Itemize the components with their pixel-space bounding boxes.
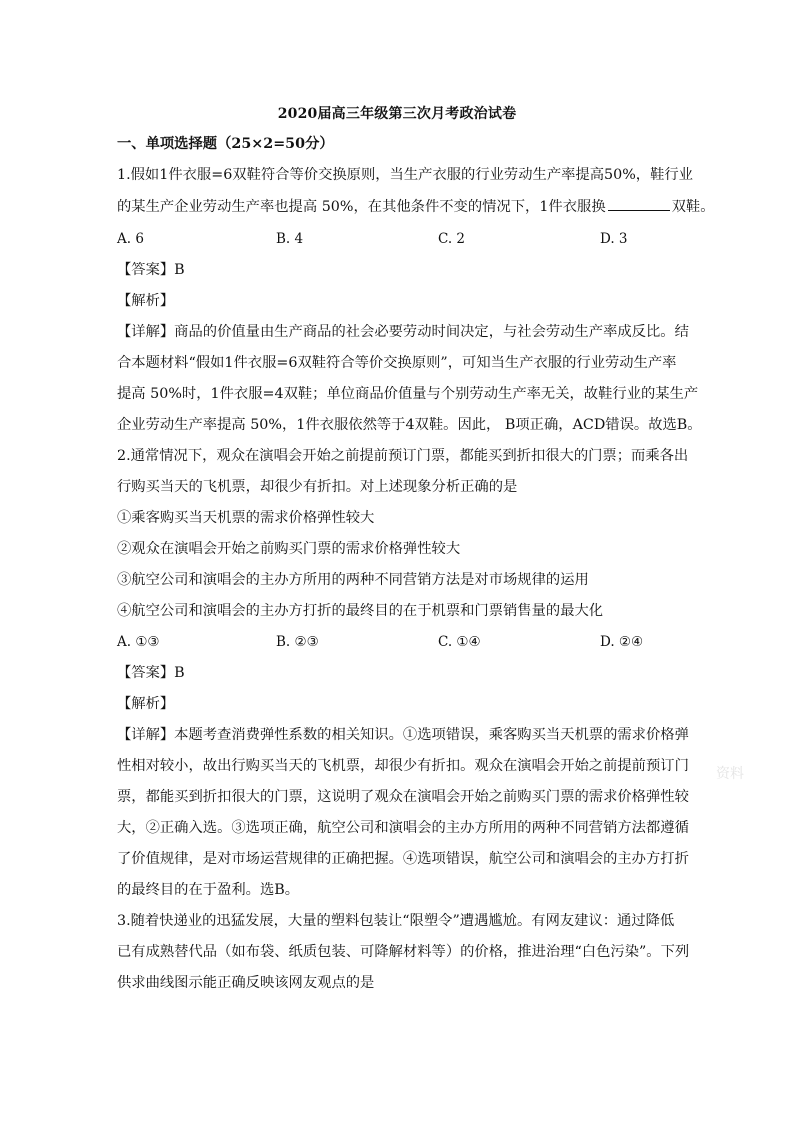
q1-stem-line-2 (117, 198, 715, 216)
q2-statement-4: ④航空公司和演唱会的主办方打折的最终目的在于机票和门票销售量的最大化 (117, 603, 604, 619)
q3-stem-line-2: 已有成熟替代品（如布袋、纸质包装、可降解材料等）的价格，推进治理“白色污染”。下列 (117, 944, 690, 960)
q1-detail-line-3: 提高 50%时，1件衣服=4双鞋；单位商品价值量与个别劳动生产率无关，故鞋行业的某生产 (117, 386, 699, 402)
q2-detail-line-1: 【详解】本题考查消费弹性系数的相关知识。①选项错误，乘客购买当天机票的需求价格弹 (117, 727, 689, 743)
q2-option-d: D. ②④ (600, 634, 644, 650)
q2-statement-1: ①乘客购买当天机票的需求价格弹性较大 (117, 510, 375, 526)
q2-statement-3: ③航空公司和演唱会的主办方所用的两种不同营销方法是对市场规律的运用 (117, 572, 589, 588)
q1-detail-line-2: 合本题材料“假如1件衣服=6双鞋符合等价交换原则”，可知当生产衣服的行业劳动生产率 (117, 355, 677, 371)
q2-option-a: A. ①③ (117, 634, 160, 650)
q2-option-b: B. ②③ (276, 634, 319, 650)
q1-stem-line-2-text: 的某生产企业劳动生产率也提高 50%，在其他条件不变的情况下，1件衣服换 (117, 199, 606, 215)
q2-stem-line-1: 2.通常情况下，观众在演唱会开始之前提前预订门票，都能买到折扣很大的门票；而乘各出 (117, 448, 689, 464)
q2-analysis-label: 【解析】 (117, 696, 175, 712)
q2-detail-line-5: 了价值规律，是对市场运营规律的正确把握。④选项错误，航空公司和演唱会的主办方打折 (117, 851, 689, 867)
q2-answer: 【答案】B (117, 665, 185, 681)
q3-stem-line-1: 3.随着快递业的迅猛发展，大量的塑料包装让“限塑令”遭遇尴尬。有网友建议：通过降低 (117, 913, 675, 929)
q1-answer: 【答案】B (117, 262, 185, 278)
q1-stem-line-2-end: 双鞋。 (671, 199, 715, 215)
q2-detail-line-3: 票，都能买到折扣很大的门票，这说明了观众在演唱会开始之前购买门票的需求价格弹性较 (117, 789, 689, 805)
q1-detail-line-1: 【详解】商品的价值量由生产商品的社会必要劳动时间决定，与社会劳动生产率成反比。结 (117, 324, 689, 340)
q1-option-b: B. 4 (276, 231, 304, 247)
q2-detail-line-2: 性相对较小，故出行购买当天的飞机票，却很少有折扣。观众在演唱会开始之前提前预订门 (117, 758, 689, 774)
q2-option-c: C. ①④ (438, 634, 481, 650)
q1-stem-line-1: 1.假如1件衣服=6双鞋符合等价交换原则，当生产衣服的行业劳动生产率提高50%，鞋行业 (117, 167, 693, 183)
section-heading: 一、单项选择题（25×2=50分） (117, 136, 334, 152)
q3-stem-line-3: 供求曲线图示能正确反映该网友观点的是 (117, 975, 375, 991)
q1-analysis-label: 【解析】 (117, 293, 175, 309)
q2-detail-line-4: 大，②正确入选。③选项正确，航空公司和演唱会的主办方所用的两种不同营销方法都遵循 (117, 820, 689, 836)
q1-option-c: C. 2 (438, 231, 466, 247)
q1-detail-line-4: 企业劳动生产率提高 50%，1件衣服依然等于4双鞋。因此， B项正确，ACD错误。故选B。 (117, 417, 702, 433)
q2-stem-line-2: 行购买当天的飞机票，却很少有折扣。对上述现象分析正确的是 (117, 479, 518, 495)
page-title: 2020届高三年级第三次月考政治试卷 (277, 106, 517, 122)
q2-statement-2: ②观众在演唱会开始之前购买门票的需求价格弹性较大 (117, 541, 461, 557)
q2-detail-line-6: 的最终目的在于盈利。选B。 (117, 882, 300, 898)
fill-in-blank (608, 198, 670, 211)
watermark: 资料 (716, 766, 744, 782)
q1-option-a: A. 6 (117, 231, 144, 247)
q1-option-d: D. 3 (600, 231, 628, 247)
